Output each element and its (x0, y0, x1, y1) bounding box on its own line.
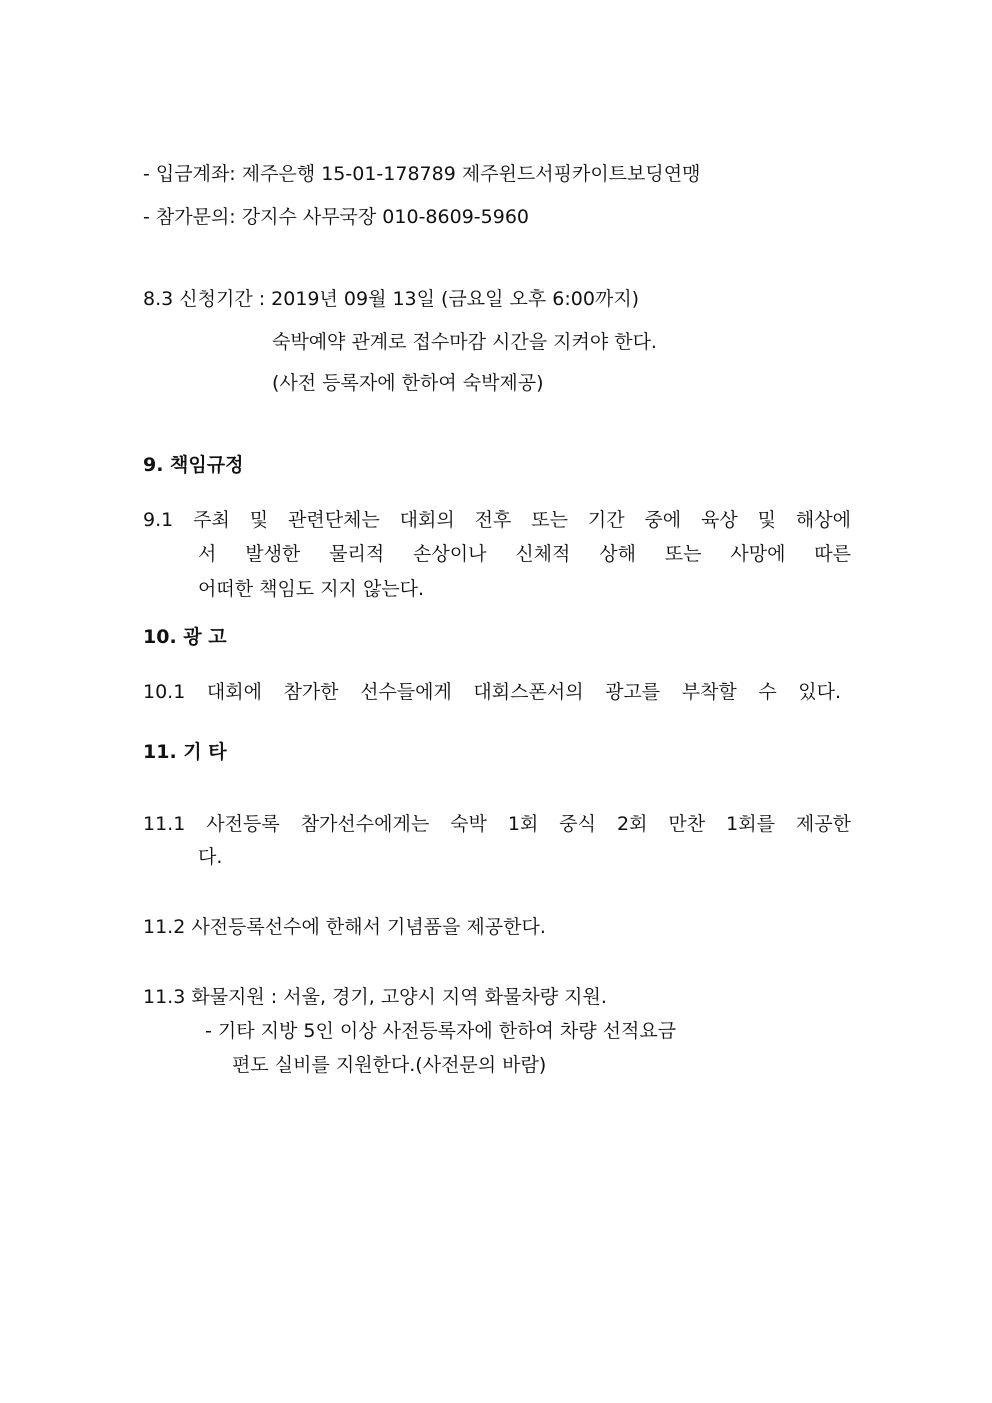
section-11-2-line: 11.2 사전등록선수에 한해서 기념품을 제공한다. (143, 916, 546, 938)
section-11-3-line-3: 편도 실비를 지원한다.(사전문의 바람) (232, 1054, 547, 1076)
section-9-1-line-1: 9.1 주최 및 관련단체는 대회의 전후 또는 기간 중에 육상 및 해상에 (143, 509, 851, 531)
section-9-heading: 9. 책임규정 (143, 454, 244, 476)
section-11-1-line-1: 11.1 사전등록 참가선수에게는 숙박 1회 중식 2회 만찬 1회를 제공한 (143, 813, 851, 835)
section-9-1-line-3: 어떠한 책임도 지지 않는다. (198, 578, 425, 600)
payment-account-line: - 입금계좌: 제주은행 15-01-178789 제주윈드서핑카이트보딩연맹 (143, 163, 701, 185)
section-11-heading: 11. 기 타 (143, 741, 227, 763)
application-deadline-note: 숙박예약 관계로 접수마감 시간을 지켜야 한다. (272, 331, 657, 353)
section-9-1-line-2: 서 발생한 물리적 손상이나 신체적 상해 또는 사망에 따른 (198, 543, 851, 565)
section-11-3-line-1: 11.3 화물지원 : 서울, 경기, 고양시 지역 화물차량 지원. (143, 986, 607, 1008)
accommodation-note: (사전 등록자에 한하여 숙박제공) (272, 372, 544, 394)
section-10-1-line: 10.1 대회에 참가한 선수들에게 대회스폰서의 광고를 부착할 수 있다. (143, 681, 841, 703)
payment-inquiry-line: - 참가문의: 강지수 사무국장 010-8609-5960 (143, 206, 529, 228)
section-11-3-line-2: - 기타 지방 5인 이상 사전등록자에 한하여 차량 선적요금 (205, 1020, 677, 1042)
application-period-line: 8.3 신청기간 : 2019년 09월 13일 (금요일 오후 6:00까지) (143, 288, 640, 310)
section-11-1-line-2: 다. (198, 846, 223, 868)
section-10-heading: 10. 광 고 (143, 626, 227, 648)
